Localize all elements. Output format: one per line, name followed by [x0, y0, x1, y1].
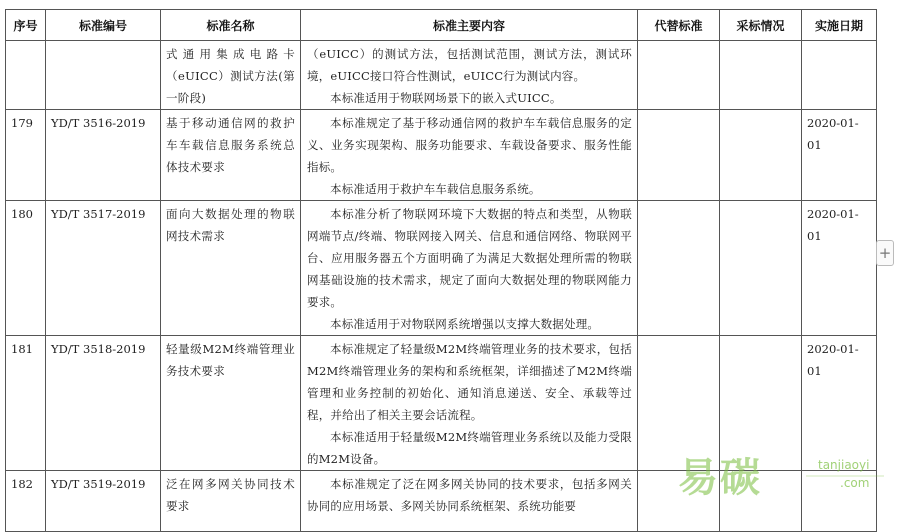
- row-index: 182: [11, 477, 33, 491]
- row-effective-date: 2020-01-01: [807, 116, 859, 152]
- content-paragraph: （eUICC）的测试方法，包括测试范围，测试方法，测试环境，eUICC接口符合性测试，eUICC行为测试内容。: [307, 47, 632, 83]
- content-paragraph: 本标准规定了轻量级M2M终端管理业务的技术要求，包括M2M终端管理业务的架构和系统框架，详细描述了M2M终端管理和业务控制的初始化、通知消息递送、安全、承载等过程，并给出了相关主要会话流程。: [307, 342, 632, 422]
- row-adoption: [720, 41, 801, 43]
- row-adoption: [720, 201, 801, 203]
- header-content: 标准主要内容: [301, 10, 638, 41]
- row-adoption: [720, 110, 801, 112]
- row-effective-date: [802, 471, 876, 473]
- row-replaced-standard: [638, 336, 719, 338]
- row-index: 179: [11, 116, 33, 130]
- header-date: 实施日期: [802, 10, 877, 41]
- table-header-row: [6, 10, 877, 41]
- row-adoption: [720, 336, 801, 338]
- content-paragraph: 本标准规定了泛在网多网关协同的技术要求，包括多网关协同的应用场景、多网关协同系统框架、系统功能要: [307, 477, 632, 513]
- table-row: [6, 336, 877, 471]
- row-standard-name: 基于移动通信网的救护车车载信息服务系统总体技术要求: [166, 116, 295, 174]
- table-row: [6, 471, 877, 532]
- header-index: 序号: [6, 10, 46, 41]
- row-standard-name: 轻量级M2M终端管理业务技术要求: [166, 342, 295, 378]
- row-adoption: [720, 471, 801, 473]
- header-replaced: 代替标准: [638, 10, 720, 41]
- header-adoption: 采标情况: [720, 10, 802, 41]
- row-standard-code: YD/T 3517-2019: [51, 207, 146, 221]
- row-content: [301, 471, 637, 517]
- row-effective-date: 2020-01-01: [807, 342, 859, 378]
- row-standard-name: 式通用集成电路卡（eUICC）测试方法(第一阶段): [166, 47, 295, 105]
- row-standard-code: YD/T 3516-2019: [51, 116, 146, 130]
- standards-table: [5, 9, 877, 532]
- row-replaced-standard: [638, 201, 719, 203]
- row-standard-code: YD/T 3518-2019: [51, 342, 146, 356]
- content-paragraph: 本标准适用于轻量级M2M终端管理业务系统以及能力受限的M2M设备。: [307, 430, 632, 466]
- row-standard-code: [46, 41, 160, 43]
- content-paragraph: 本标准规定了基于移动通信网的救护车车载信息服务的定义、业务实现架构、服务功能要求、车载设备要求、服务性能指标。: [307, 116, 632, 174]
- row-content: [301, 41, 637, 109]
- content-paragraph: 本标准适用于救护车车载信息服务系统。: [330, 182, 541, 196]
- row-index: [6, 41, 45, 43]
- row-content: [301, 201, 637, 335]
- row-standard-name: 面向大数据处理的物联网技术需求: [166, 207, 295, 243]
- content-paragraph: 本标准适用于对物联网系统增强以支撑大数据处理。: [330, 317, 600, 331]
- row-effective-date: [802, 41, 876, 43]
- row-standard-name: 泛在网多网关协同技术要求: [166, 477, 295, 513]
- row-effective-date: 2020-01-01: [807, 207, 859, 243]
- row-index: 180: [11, 207, 33, 221]
- header-code: 标准编号: [46, 10, 161, 41]
- watermark-brand-en: tanjiaoyi: [818, 458, 870, 472]
- row-content: [301, 336, 637, 470]
- row-replaced-standard: [638, 41, 719, 43]
- table-row: [6, 41, 877, 110]
- table-row: [6, 201, 877, 336]
- content-paragraph: 本标准适用于物联网场景下的嵌入式UICC。: [330, 91, 562, 105]
- row-index: 181: [11, 342, 33, 356]
- add-button[interactable]: +: [876, 240, 894, 266]
- row-standard-code: YD/T 3519-2019: [51, 477, 146, 491]
- row-replaced-standard: [638, 471, 719, 473]
- row-content: [301, 110, 637, 200]
- content-paragraph: 本标准分析了物联网环境下大数据的特点和类型，从物联网端节点/终端、物联网接入网关、信息和通信网络、物联网平台、应用服务器五个方面明确了为满足大数据处理所需的物联网基础设施的技术需求，规定了面向大数据处理的物联网能力要求。: [307, 207, 632, 309]
- table-row: [6, 110, 877, 201]
- row-replaced-standard: [638, 110, 719, 112]
- watermark-brand-cn: 易碳: [678, 455, 762, 501]
- watermark-brand-domain: .com: [840, 476, 870, 490]
- header-name: 标准名称: [161, 10, 301, 41]
